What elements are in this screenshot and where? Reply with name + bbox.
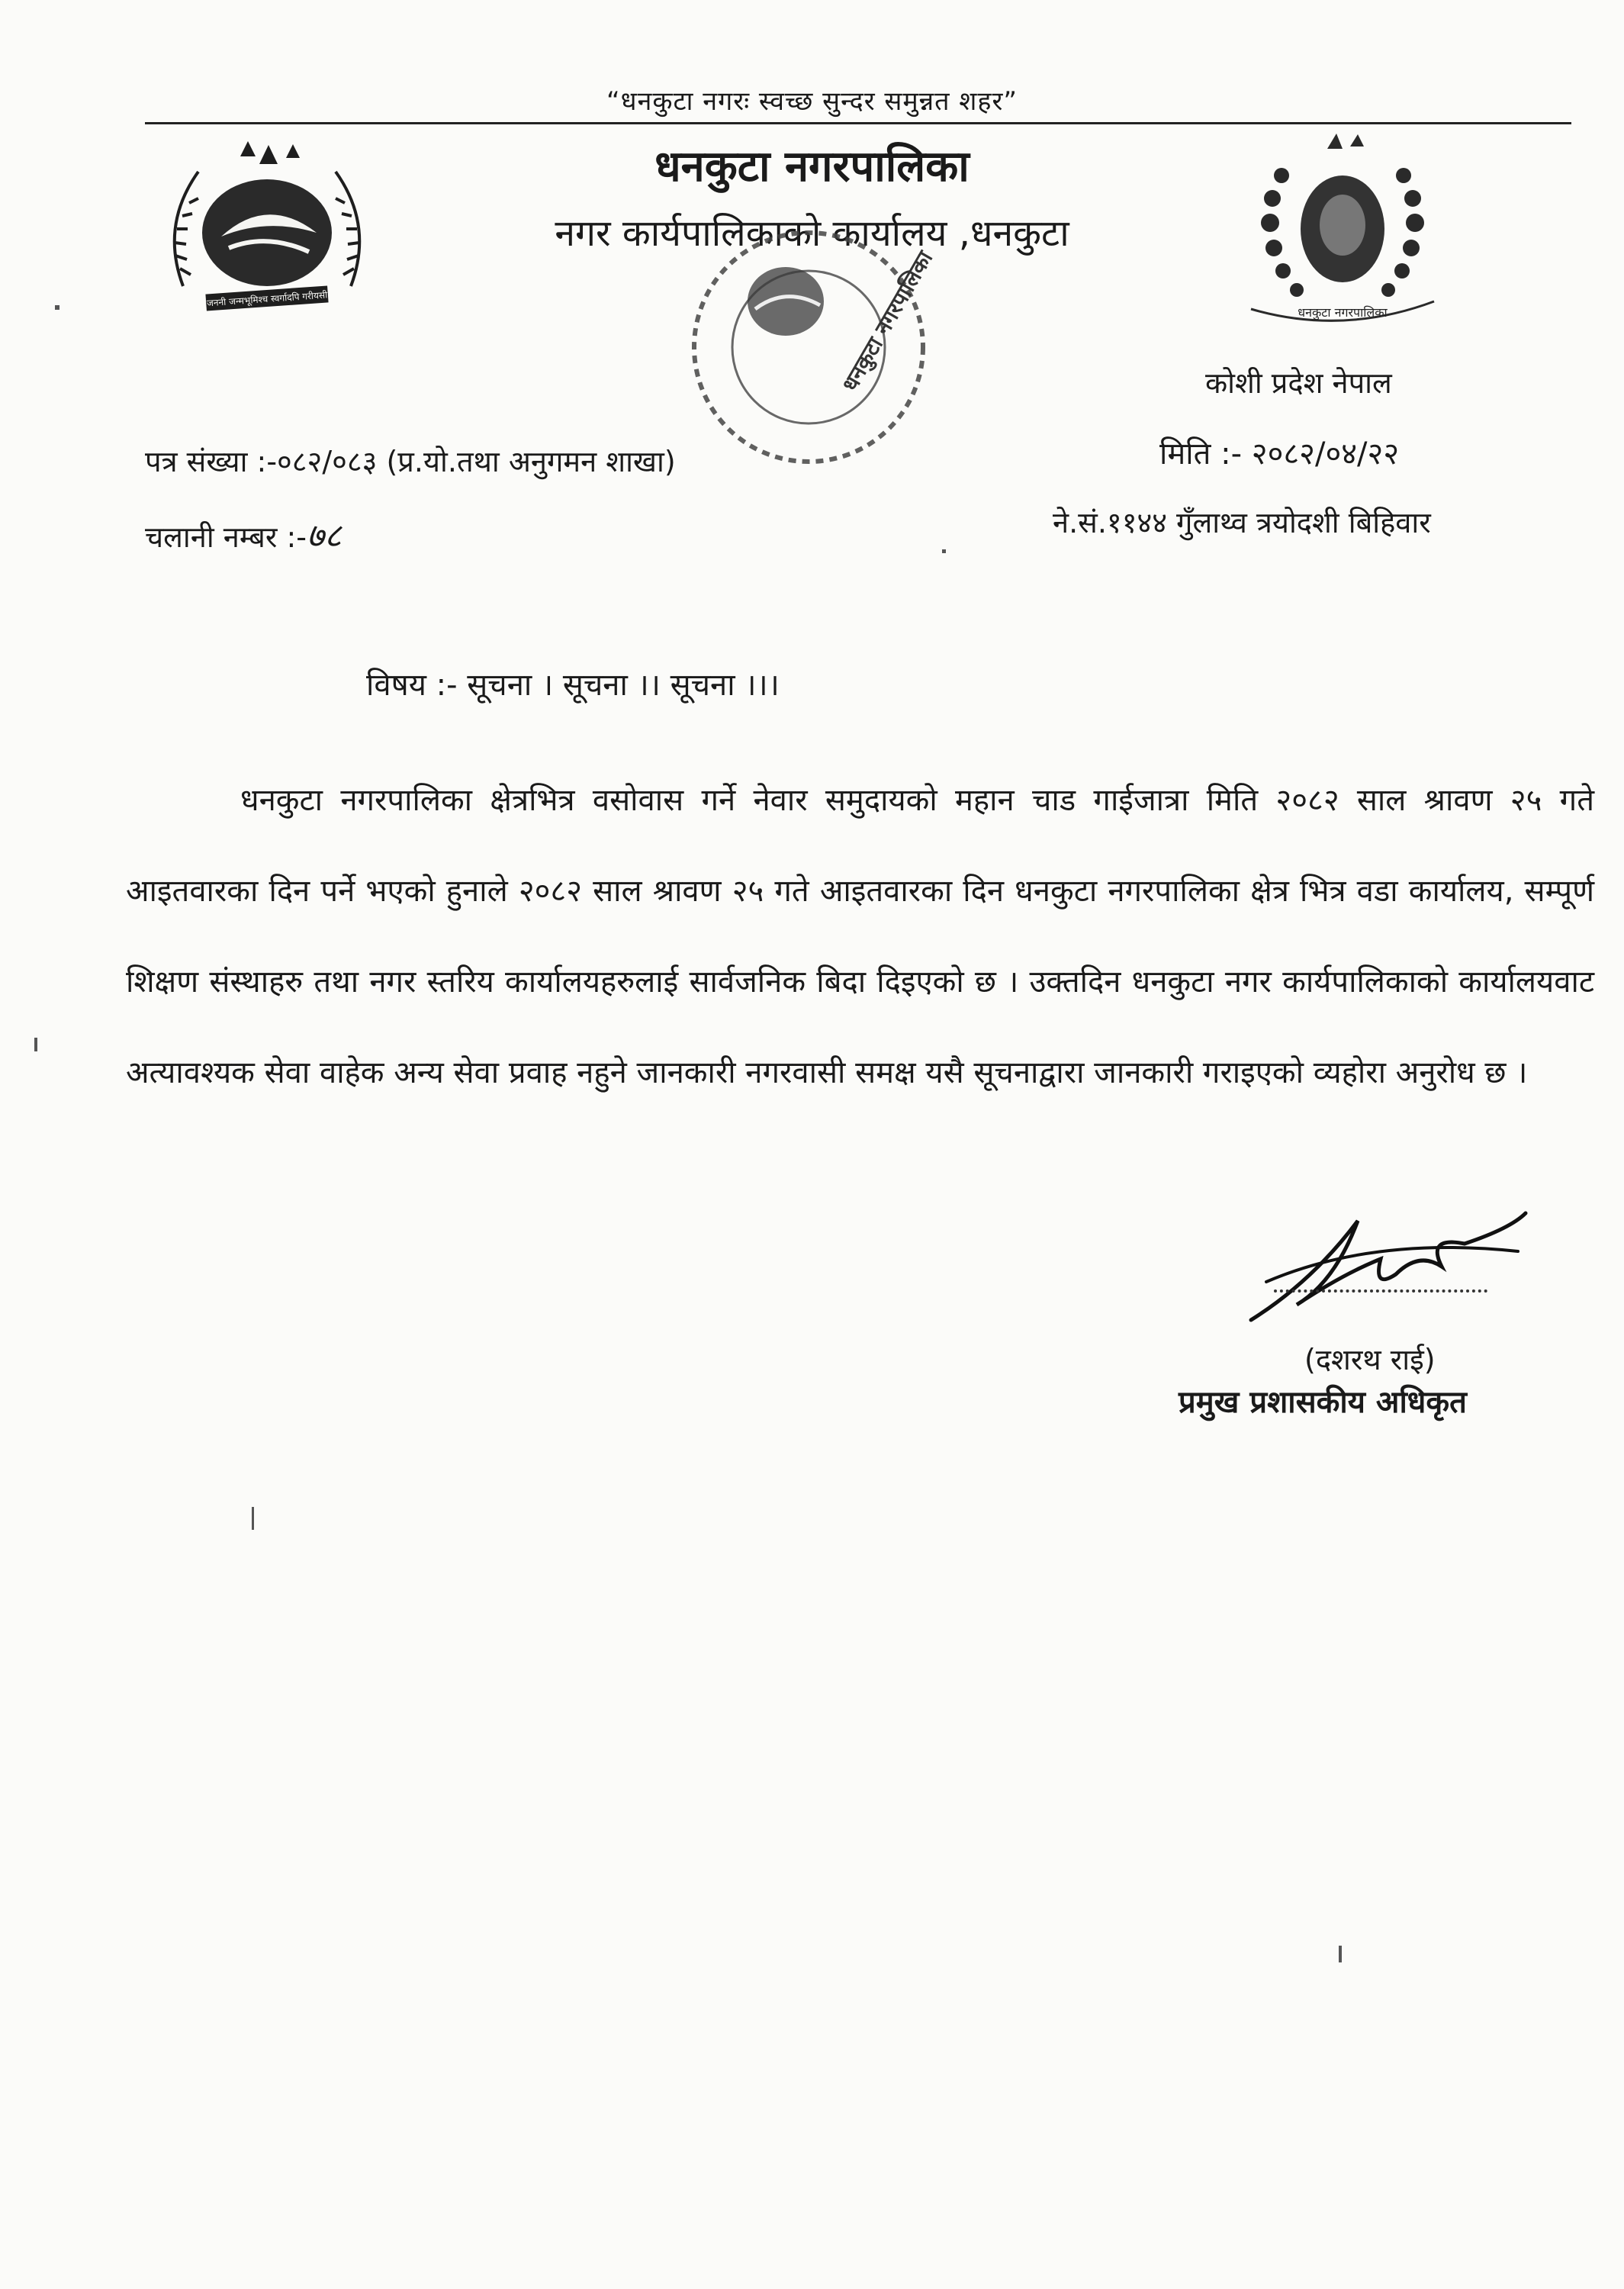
chalani-number [145, 511, 342, 557]
svg-text:जननी जन्मभूमिश्च स्वर्गादपि गर: जननी जन्मभूमिश्च स्वर्गादपि गरीयसी [206, 289, 328, 309]
nepal-emblem-icon [153, 134, 381, 332]
scan-speck [1339, 1946, 1342, 1962]
office-stamp-icon [671, 217, 946, 477]
nepal-sambat-date: ने.सं.११४४ गुँलाथ्व त्रयोदशी बिहिवार [1053, 506, 1431, 539]
patra-sankhya: पत्र संख्या :-०८२/०८३ (प्र.यो.तथा अनुगमन शाखा) [145, 445, 676, 478]
header-rule [145, 122, 1571, 124]
scan-speck [252, 1507, 254, 1530]
office-name: धनकुटा नगरपालिका [654, 142, 970, 192]
signature-icon [1220, 1190, 1541, 1335]
emblem-caption: धनकुटा नगरपालिका [1298, 305, 1388, 320]
notice-body: धनकुटा नगरपालिका क्षेत्रभित्र वसोवास गर्ने नेवार समुदायको महान चाड गाईजात्रा मिति २०८२ साल श्रावण २५ गते आइतवारका दिन पर्ने भएको हुनाले २०८२ साल श्रावण २५ गते आइतवारका दिन धनकुटा नगरपालिका क्षेत्र भित्र वडा कार्यालय, सम्पूर्ण शिक्षण संस्थाहरु तथा नगर स्तरिय कार्यालयहरुलाई सार्वजनिक बिदा दिइएको छ । उक्तदिन धनकुटा नगर कार्यपालिकाको कार्यालयवाट अत्यावश्यक सेवा वाहेक अन्य सेवा प्रवाह नहुने जानकारी नगरवासी समक्ष यसै सूचनाद्वारा जानकारी गराइएको व्यहोरा अनुरोध छ । [126, 783, 1594, 1090]
signature-line [1274, 1289, 1487, 1293]
letter-date: मिति :- २०८२/०४/२२ [1159, 436, 1400, 472]
office-subtitle: नगर कार्यपालिकाको कार्यालय ,धनकुटा [555, 212, 1069, 255]
stamp-text: धनकुटा नगरपालिका [837, 246, 938, 396]
subject-line: विषय :- सूचना । सूचना ।। सूचना ।।। [366, 668, 780, 703]
scan-speck [942, 549, 946, 553]
signatory-name: (दशरथ राई) [1304, 1343, 1436, 1376]
chalani-label: चलानी नम्बर :- [145, 520, 307, 554]
scan-speck [34, 1038, 37, 1051]
scan-speck [55, 305, 59, 310]
signatory-title: प्रमुख प्रशासकीय अधिकृत [1179, 1385, 1467, 1420]
province-label: कोशी प्रदेश नेपाल [1205, 366, 1392, 400]
chalani-value: ७८ [307, 517, 342, 555]
slogan: “धनकुटा नगरः स्वच्छ सुन्दर समुन्नत शहर” [606, 86, 1018, 117]
municipality-emblem-icon [1236, 130, 1449, 336]
